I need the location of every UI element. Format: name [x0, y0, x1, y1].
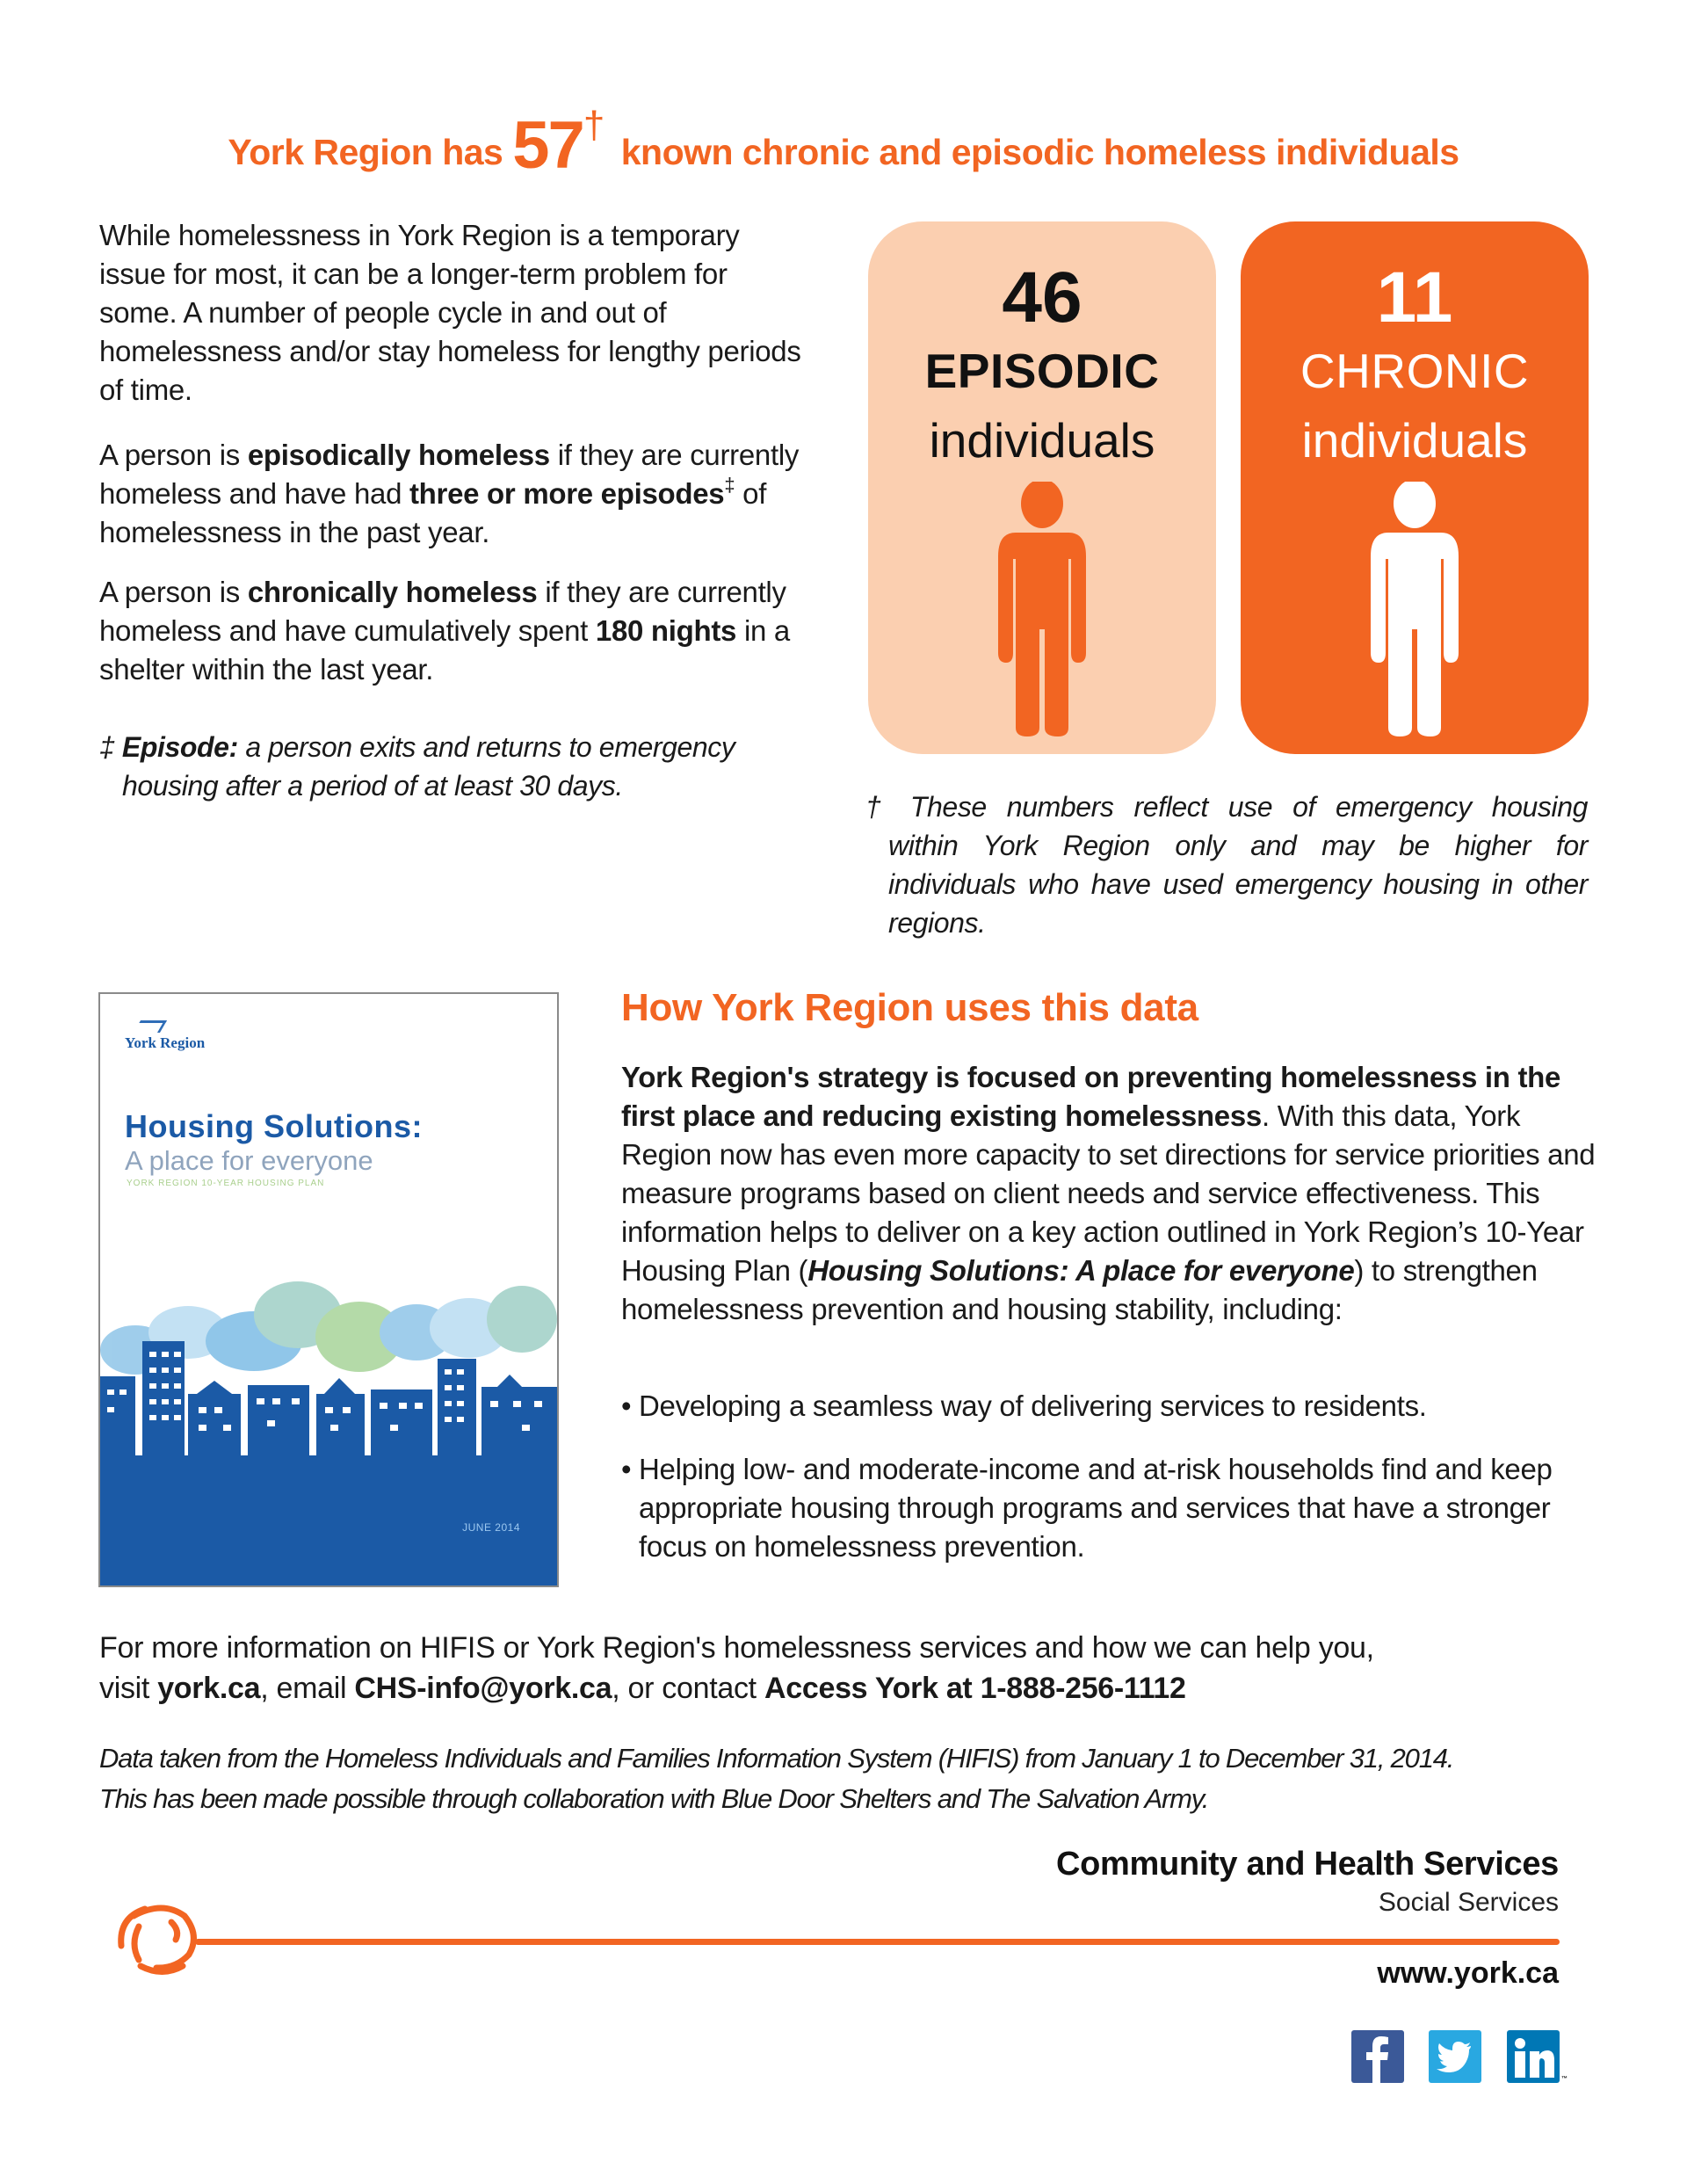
headline-suffix: known chronic and episodic homeless individuals — [620, 132, 1459, 172]
section-title: How York Region uses this data — [621, 986, 1198, 1029]
how-bullet-list — [621, 1387, 1596, 1566]
headline-dagger: † — [583, 104, 605, 147]
stats-footnote — [865, 787, 1588, 942]
double-dagger-mark: ‡ — [99, 731, 115, 763]
episodic-stat-card — [868, 221, 1216, 754]
episode-footnote — [99, 728, 802, 805]
text: For more information on HIFIS or York Region's homelessness services and how we can help you, — [99, 1631, 1374, 1665]
chronic-label: CHRONIC — [1300, 344, 1530, 398]
episodic-count: 46 — [1002, 258, 1082, 337]
term-chronic: chronically homeless — [247, 576, 538, 608]
twitter-icon — [1429, 2030, 1481, 2083]
chronic-definition — [99, 573, 855, 689]
site-link[interactable]: york.ca — [157, 1672, 261, 1705]
episodic-sublabel: individuals — [929, 413, 1155, 468]
list-item: • Helping low- and moderate-income and at-risk households find and keep appropriate housing through programs and services that have a stronger focus on homelessness prevention. — [621, 1450, 1596, 1566]
stats-footnote-text: These numbers reflect use of emergency housing within York Region only and may be higher for individuals who have used emergency housing in other regions. — [888, 791, 1588, 939]
page-headline — [0, 104, 1687, 184]
text: A person is — [99, 576, 248, 608]
text: if they are currently homeless and have had — [99, 439, 800, 510]
text: , or contact — [612, 1672, 764, 1705]
term-episodic: episodically homeless — [247, 439, 550, 471]
text: ) to strengthen homelessness prevention and housing stability, including: — [621, 1254, 1538, 1325]
source-line: This has been made possible through collaboration with Blue Door Shelters and The Salvation Army. — [99, 1783, 1209, 1814]
footer-organization: Community and Health Services — [1055, 1846, 1559, 1883]
linkedin-button[interactable] — [1507, 2030, 1560, 2083]
york-region-swirl-logo-icon — [114, 1891, 206, 1979]
text: . With this data, York Region now has even more capacity to set directions for service priorities and measure programs based on client needs and service effectiveness. This information helps to deliver on a key action outlined in York Region’s 10-Year Housing Plan ( — [621, 1099, 1596, 1287]
contact-info — [99, 1628, 1611, 1709]
twitter-button[interactable] — [1429, 2030, 1481, 2083]
email-link[interactable]: CHS-info@york.ca — [354, 1672, 612, 1705]
housing-plan-cover-image — [98, 992, 559, 1587]
text: in a shelter within the last year. — [99, 614, 790, 686]
trademark-mark: ™ — [1561, 2076, 1568, 2082]
headline-prefix: York Region has — [228, 132, 503, 172]
cover-date: JUNE 2014 — [462, 1521, 520, 1534]
data-source-note — [99, 1738, 1611, 1819]
skyline-illustration — [100, 1244, 557, 1587]
term-three-episodes: three or more episodes — [409, 477, 725, 510]
episodic-label: EPISODIC — [924, 344, 1160, 398]
term-180-nights: 180 nights — [595, 614, 737, 647]
chronic-sublabel: individuals — [1301, 413, 1528, 468]
cover-logo-text: York Region — [125, 1034, 206, 1051]
text: A person is — [99, 439, 248, 471]
list-item: • Developing a seamless way of delivering services to residents. — [621, 1387, 1596, 1426]
dagger-mark: † — [865, 791, 890, 823]
headline-total: 57 — [512, 108, 583, 183]
footnote-term: Episode: — [121, 731, 238, 763]
double-dagger-mark: ‡ — [724, 474, 735, 496]
how-paragraph — [621, 1058, 1596, 1329]
text: of homelessness in the past year. — [99, 477, 767, 548]
source-line: Data taken from the Homeless Individuals and Families Information System (HIFIS) from January 1 to December 31, 2014. — [99, 1743, 1454, 1774]
text: if they are currently homeless and have cumulatively spent — [99, 576, 786, 647]
footer-divider — [195, 1939, 1560, 1945]
person-icon — [989, 482, 1095, 736]
chronic-stat-card — [1241, 221, 1589, 754]
york-region-logo — [125, 1020, 205, 1052]
chronic-count: 11 — [1376, 258, 1453, 337]
facebook-button[interactable] — [1351, 2030, 1404, 2083]
facebook-icon — [1351, 2030, 1404, 2083]
phone-link[interactable]: Access York at 1-888-256-1112 — [764, 1672, 1186, 1705]
strategy-lead: York Region's strategy is focused on preventing homelessness in the first place and reducing existing homelessness — [621, 1061, 1561, 1132]
york-region-logo-mark-icon — [134, 1020, 167, 1033]
footnote-text: a person exits and returns to emergency housing after a period of at least 30 days. — [122, 731, 735, 802]
episodic-definition — [99, 436, 802, 552]
linkedin-icon — [1507, 2030, 1560, 2083]
cover-title: Housing Solutions: — [125, 1108, 423, 1144]
cover-subtitle: A place for everyone — [125, 1145, 373, 1176]
text: visit — [99, 1672, 158, 1705]
text: , email — [260, 1672, 355, 1705]
housing-plan-title: Housing Solutions: A place for everyone — [807, 1254, 1355, 1287]
cover-tagline: YORK REGION 10-YEAR HOUSING PLAN — [127, 1179, 325, 1188]
intro-paragraph: While homelessness in York Region is a temporary issue for most, it can be a longer-term problem for some. A number of people cycle in and out of homelessness and/or stay homeless for lengthy periods of time. — [99, 219, 801, 406]
footer-website-link[interactable]: www.york.ca — [1377, 1956, 1559, 1990]
person-icon — [1362, 482, 1467, 736]
footer-unit: Social Services — [1378, 1888, 1559, 1917]
